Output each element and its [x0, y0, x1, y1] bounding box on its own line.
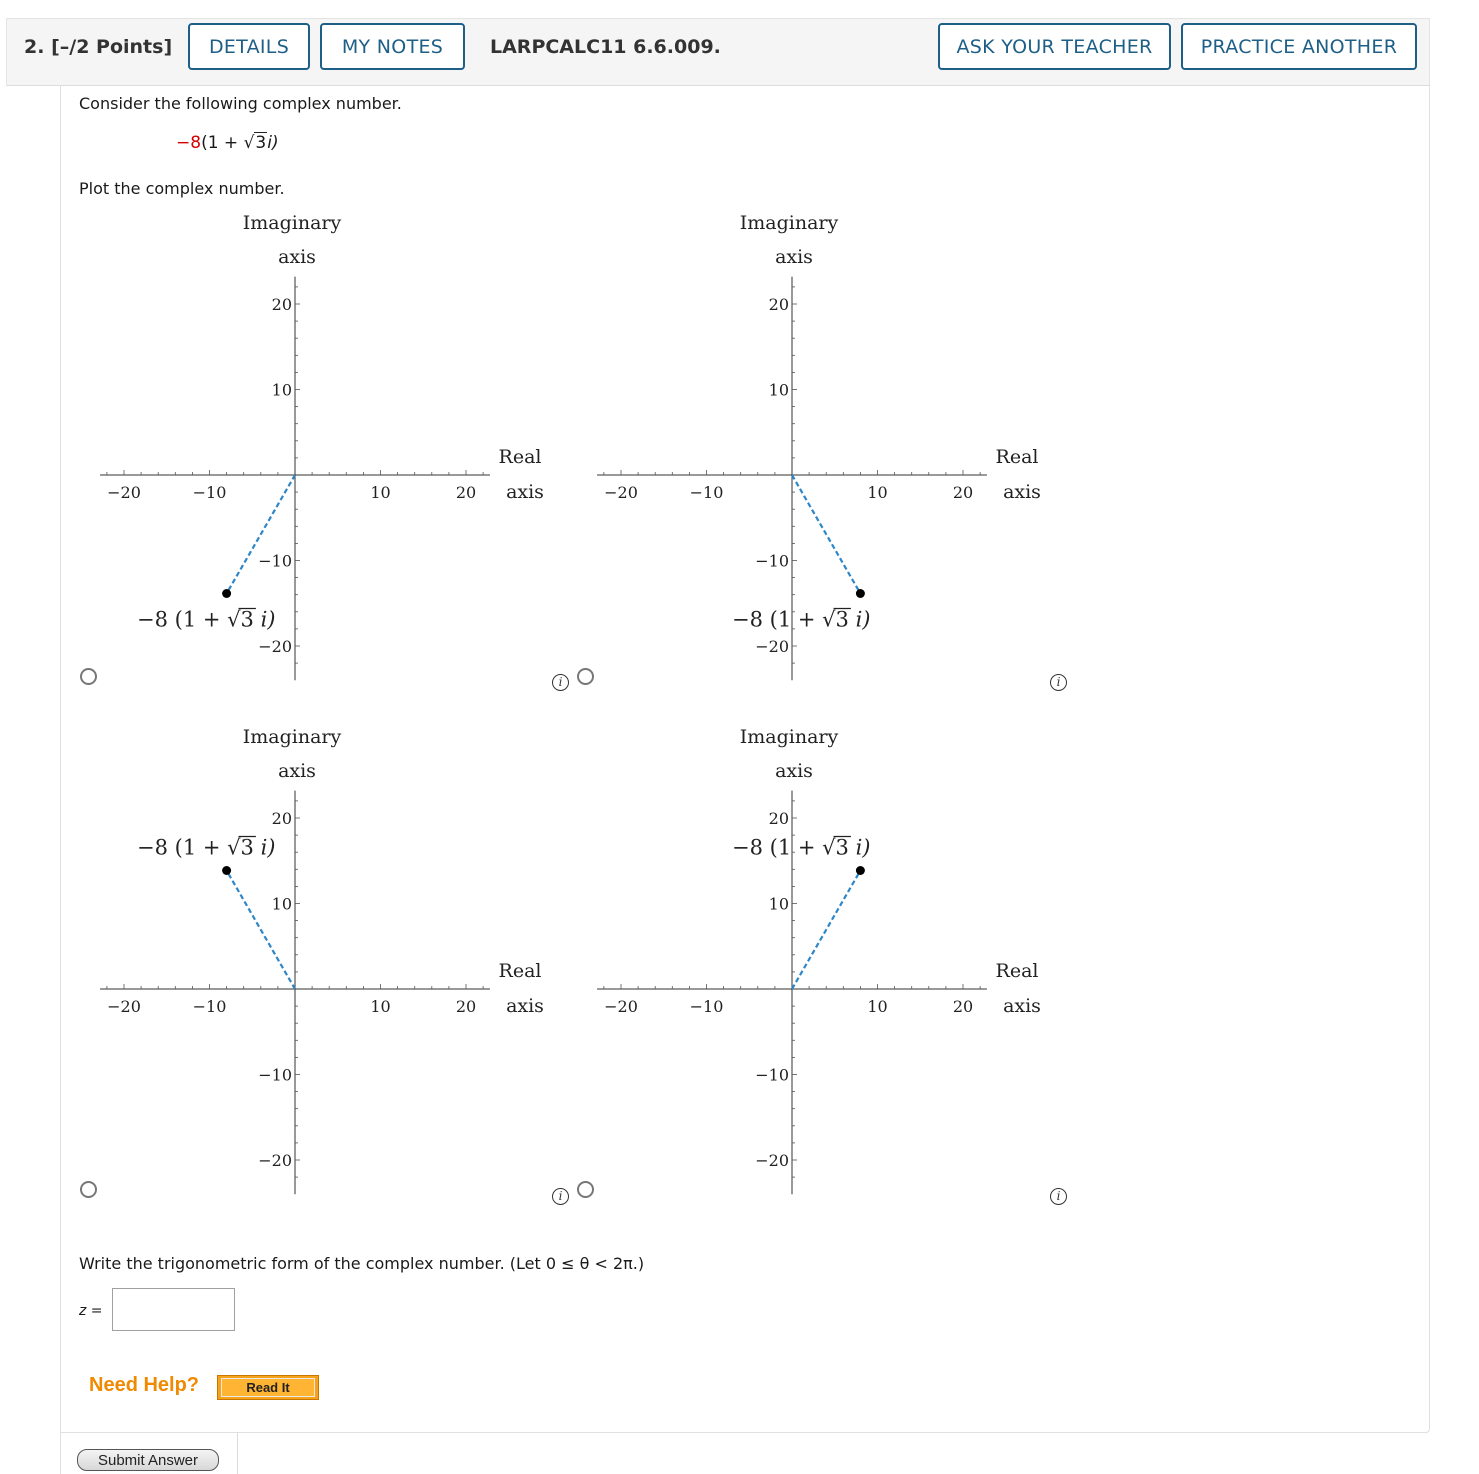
- question-points: [24, 36, 172, 58]
- real-axis-label: axis: [506, 481, 544, 503]
- real-axis-label: Real: [995, 446, 1039, 468]
- vector-line: [792, 475, 860, 594]
- y-tick-label: 10: [768, 380, 789, 400]
- y-tick-label: −20: [755, 637, 789, 656]
- y-tick-label: 20: [271, 295, 292, 314]
- plot-option-2: [587, 205, 1087, 705]
- y-tick-label: −10: [755, 551, 789, 571]
- need-help-label: Need Help?: [89, 1374, 200, 1396]
- x-tick-label: −10: [192, 997, 227, 1016]
- imaginary-axis-label: Imaginary: [739, 726, 839, 748]
- point-label-radicand: 3: [835, 607, 849, 632]
- real-axis-label: axis: [1003, 481, 1041, 503]
- z-label: z =: [79, 1303, 103, 1319]
- point-label-pre: −8 (1 +: [732, 607, 823, 632]
- practice-another-button[interactable]: PRACTICE ANOTHER: [1181, 23, 1417, 70]
- expression-open: (1 +: [201, 133, 244, 153]
- y-tick-label: −10: [258, 1065, 292, 1085]
- x-tick-label: 20: [952, 997, 974, 1016]
- point-label-radicand: 3: [240, 607, 254, 632]
- plot-option-4: [587, 719, 1087, 1219]
- data-point: [856, 589, 865, 598]
- imaginary-axis-label: Imaginary: [739, 212, 839, 234]
- real-axis-label: Real: [995, 960, 1039, 982]
- y-tick-label: 10: [768, 894, 789, 914]
- y-tick-label: 20: [768, 809, 789, 828]
- read-it-button[interactable]: [217, 1375, 319, 1400]
- y-tick-label: −20: [258, 1151, 292, 1170]
- point-label-post: i): [848, 835, 871, 860]
- points-label: [–/2 Points]: [51, 36, 173, 58]
- point-label-radicand: 3: [835, 835, 849, 860]
- y-tick-label: −20: [755, 1151, 789, 1170]
- radio-option-3[interactable]: [80, 1181, 97, 1198]
- expression-coefficient: −8: [176, 133, 202, 153]
- data-point: [222, 589, 231, 598]
- problem-code: LARPCALC11 6.6.009.: [490, 36, 721, 58]
- submit-answer-button[interactable]: Submit Answer: [77, 1449, 219, 1471]
- complex-number-expression: [176, 133, 279, 153]
- point-label-sqrt: √: [227, 835, 241, 860]
- point-label-sqrt: √: [227, 607, 241, 632]
- imaginary-axis-label: axis: [775, 246, 813, 268]
- radio-option-2[interactable]: [577, 668, 594, 685]
- x-tick-label: −10: [689, 483, 724, 502]
- radio-option-1[interactable]: [80, 668, 97, 685]
- sqrt-radicand: 3: [255, 133, 267, 153]
- real-axis-label: axis: [506, 995, 544, 1017]
- question-intro: Consider the following complex number.: [79, 94, 402, 113]
- real-axis-label: axis: [1003, 995, 1041, 1017]
- ask-your-teacher-button[interactable]: ASK YOUR TEACHER: [938, 23, 1171, 70]
- x-tick-label: 20: [455, 483, 477, 502]
- point-label-radicand: 3: [240, 835, 254, 860]
- x-tick-label: −20: [107, 997, 141, 1016]
- x-tick-label: 20: [455, 997, 477, 1016]
- info-icon[interactable]: i: [1050, 674, 1067, 691]
- vector-line: [792, 870, 860, 989]
- y-tick-label: −10: [258, 551, 292, 571]
- imaginary-axis-label: axis: [278, 246, 316, 268]
- x-tick-label: 10: [867, 997, 888, 1016]
- read-it-label: Read It: [221, 1378, 314, 1397]
- plot-prompt: Plot the complex number.: [79, 179, 285, 198]
- expression-tail: i): [267, 133, 279, 153]
- x-tick-label: −10: [689, 997, 724, 1016]
- y-tick-label: 20: [768, 295, 789, 314]
- y-tick-label: 10: [271, 894, 292, 914]
- question-number: 2.: [24, 36, 45, 58]
- point-label-pre: −8 (1 +: [732, 835, 823, 860]
- my-notes-button[interactable]: MY NOTES: [320, 23, 465, 70]
- x-tick-label: −10: [192, 483, 227, 502]
- radio-option-4[interactable]: [577, 1181, 594, 1198]
- point-label: [137, 835, 276, 859]
- frame-divider: [237, 1432, 238, 1474]
- sqrt-sign: √: [243, 133, 255, 153]
- x-tick-label: −20: [604, 997, 638, 1016]
- y-tick-label: −10: [755, 1065, 789, 1085]
- imaginary-axis-label: Imaginary: [242, 212, 342, 234]
- point-label: [137, 608, 276, 632]
- vector-line: [227, 870, 295, 989]
- x-tick-label: −20: [107, 483, 141, 502]
- x-tick-label: 10: [370, 997, 391, 1016]
- answer-input[interactable]: [112, 1288, 235, 1331]
- x-tick-label: 10: [370, 483, 391, 502]
- point-label: [732, 835, 871, 859]
- info-icon[interactable]: i: [552, 674, 569, 691]
- info-icon[interactable]: i: [552, 1188, 569, 1205]
- point-label-post: i): [848, 607, 871, 632]
- plot-option-3: [90, 719, 590, 1219]
- frame-line: [60, 1432, 61, 1474]
- x-tick-label: 10: [867, 483, 888, 502]
- point-label-pre: −8 (1 +: [137, 607, 228, 632]
- y-tick-label: 10: [271, 380, 292, 400]
- real-axis-label: Real: [498, 446, 542, 468]
- point-label-pre: −8 (1 +: [137, 835, 228, 860]
- trig-form-prompt: Write the trigonometric form of the complex number. (Let 0 ≤ θ < 2π.): [79, 1254, 645, 1273]
- plot-option-1: [90, 205, 590, 705]
- data-point: [856, 866, 865, 875]
- imaginary-axis-label: Imaginary: [242, 726, 342, 748]
- data-point: [222, 866, 231, 875]
- imaginary-axis-label: axis: [278, 760, 316, 782]
- x-tick-label: −20: [604, 483, 638, 502]
- imaginary-axis-label: axis: [775, 760, 813, 782]
- real-axis-label: Real: [498, 960, 542, 982]
- y-tick-label: 20: [271, 809, 292, 828]
- point-label-sqrt: √: [822, 835, 836, 860]
- point-label-sqrt: √: [822, 607, 836, 632]
- vector-line: [227, 475, 295, 594]
- x-tick-label: 20: [952, 483, 974, 502]
- y-tick-label: −20: [258, 637, 292, 656]
- info-icon[interactable]: i: [1050, 1188, 1067, 1205]
- point-label-post: i): [253, 835, 276, 860]
- details-button[interactable]: DETAILS: [188, 23, 310, 70]
- point-label-post: i): [253, 607, 276, 632]
- point-label: [732, 608, 871, 632]
